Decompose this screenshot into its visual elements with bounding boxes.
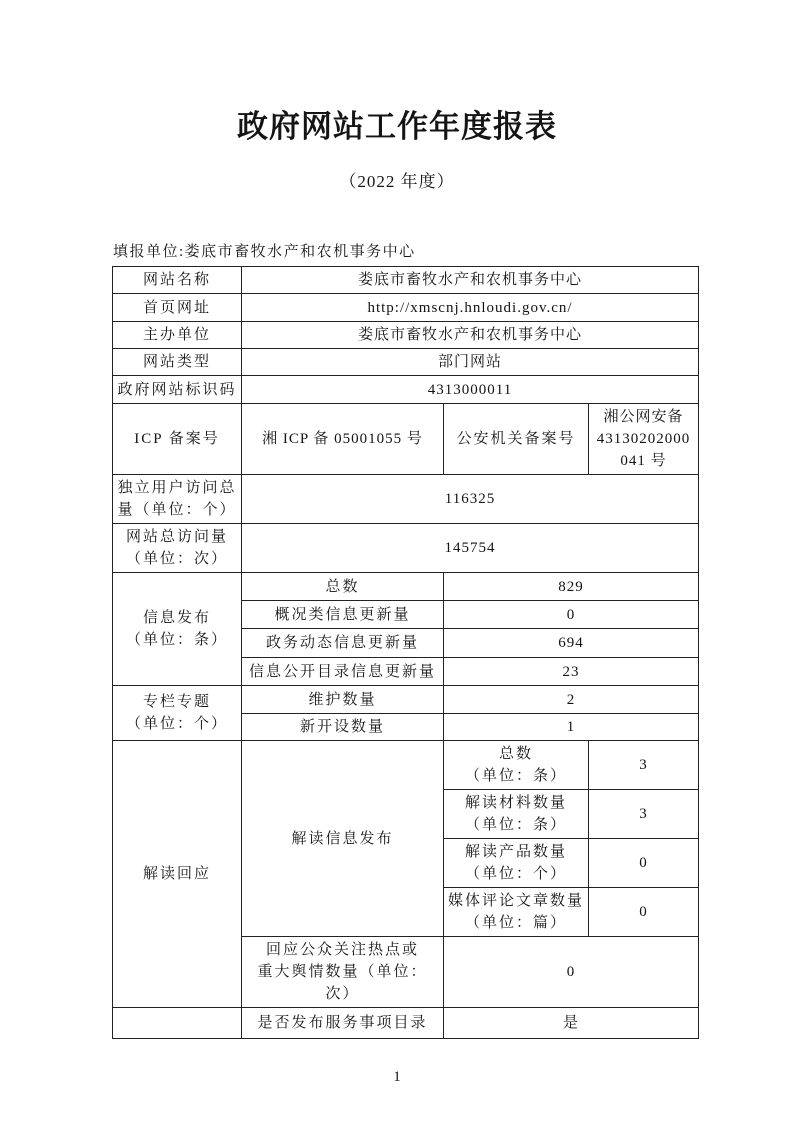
maintained-count-value: 2 <box>444 686 699 714</box>
total-visits-label-line: （单位：次） <box>125 551 228 567</box>
newly-opened-count-label: 新开设数量 <box>242 714 444 741</box>
security-filing-label: 公安机关备案号 <box>444 404 589 475</box>
interpret-total-label-line: （单位：条） <box>464 768 567 784</box>
table-row <box>113 1008 699 1039</box>
interpret-publish-label: 解读信息发布 <box>242 741 444 937</box>
overview-update-label: 概况类信息更新量 <box>242 601 444 629</box>
interpret-product-label-line: （单位：个） <box>464 866 567 882</box>
empty-label-cell <box>113 1008 242 1039</box>
public-response-label-line: 次） <box>325 986 360 1002</box>
site-type-value: 部门网站 <box>242 349 699 376</box>
site-name-value: 娄底市畜牧水产和农机事务中心 <box>242 267 699 294</box>
interpret-material-value: 3 <box>589 790 699 839</box>
media-comment-label <box>444 888 589 937</box>
table-row <box>113 294 699 322</box>
reporting-unit-line: 填报单位:娄底市畜牧水产和农机事务中心 <box>113 244 416 260</box>
special-column-label-line: 专栏专题 <box>142 694 211 710</box>
total-visits-label <box>113 524 242 573</box>
info-publish-label-line: 信息发布 <box>142 610 211 626</box>
site-name-label: 网站名称 <box>113 267 242 294</box>
interpret-material-label-line: （单位：条） <box>464 817 567 833</box>
total-visits-value: 145754 <box>242 524 699 573</box>
unique-visitors-label-line: 独立用户访问总 <box>117 480 237 496</box>
public-response-label <box>242 937 444 1008</box>
info-publish-label-line: （单位：条） <box>125 632 228 648</box>
special-column-section-label <box>113 686 242 741</box>
page-number: 1 <box>393 1069 401 1085</box>
unique-visitors-value: 116325 <box>242 475 699 524</box>
gov-news-update-value: 694 <box>444 629 699 658</box>
interpret-total-label <box>444 741 589 790</box>
site-id-label: 政府网站标识码 <box>113 376 242 404</box>
table-row <box>113 475 699 524</box>
security-filing-value <box>589 404 699 475</box>
site-id-value: 4313000011 <box>242 376 699 404</box>
document-subtitle: （2022 年度） <box>339 172 455 191</box>
media-comment-label-line: （单位：篇） <box>464 915 567 931</box>
icp-value: 湘 ICP 备 05001055 号 <box>242 404 444 475</box>
interpret-product-value: 0 <box>589 839 699 888</box>
site-type-label: 网站类型 <box>113 349 242 376</box>
info-publish-section-label <box>113 573 242 686</box>
maintained-count-label: 维护数量 <box>242 686 444 714</box>
sponsor-unit-label: 主办单位 <box>113 322 242 349</box>
info-total-label: 总数 <box>242 573 444 601</box>
service-directory-value: 是 <box>444 1008 699 1039</box>
homepage-url-value: http://xmscnj.hnloudi.gov.cn/ <box>242 294 699 322</box>
report-table <box>112 266 699 1039</box>
document-title: 政府网站工作年度报表 <box>237 109 557 144</box>
security-filing-line: 041 号 <box>620 453 667 469</box>
interpret-total-value: 3 <box>589 741 699 790</box>
icp-label: ICP 备案号 <box>113 404 242 475</box>
info-total-value: 829 <box>444 573 699 601</box>
table-row <box>113 573 699 601</box>
interpret-material-label <box>444 790 589 839</box>
service-directory-label: 是否发布服务事项目录 <box>242 1008 444 1039</box>
newly-opened-count-value: 1 <box>444 714 699 741</box>
gov-news-update-label: 政务动态信息更新量 <box>242 629 444 658</box>
interpret-material-label-line: 解读材料数量 <box>464 795 567 811</box>
table-row <box>113 349 699 376</box>
open-directory-update-label: 信息公开目录信息更新量 <box>242 658 444 686</box>
security-filing-line: 43130202000 <box>596 431 691 447</box>
table-row <box>113 267 699 294</box>
public-response-label-line: 回应公众关注热点或 <box>265 942 419 958</box>
table-row <box>113 741 699 790</box>
special-column-label-line: （单位：个） <box>125 716 228 732</box>
unique-visitors-label-line: 量（单位：个） <box>117 502 237 518</box>
interpret-total-label-line: 总数 <box>498 746 533 762</box>
table-row <box>113 686 699 714</box>
media-comment-value: 0 <box>589 888 699 937</box>
interpret-product-label-line: 解读产品数量 <box>464 844 567 860</box>
overview-update-value: 0 <box>444 601 699 629</box>
public-response-label-line: 重大舆情数量（单位： <box>257 964 428 980</box>
interpret-product-label <box>444 839 589 888</box>
interpret-response-section-label: 解读回应 <box>113 741 242 1008</box>
media-comment-label-line: 媒体评论文章数量 <box>448 893 585 909</box>
sponsor-unit-value: 娄底市畜牧水产和农机事务中心 <box>242 322 699 349</box>
table-row <box>113 524 699 573</box>
table-row <box>113 376 699 404</box>
homepage-url-label: 首页网址 <box>113 294 242 322</box>
unique-visitors-label <box>113 475 242 524</box>
table-row <box>113 404 699 475</box>
table-row <box>113 322 699 349</box>
open-directory-update-value: 23 <box>444 658 699 686</box>
security-filing-line: 湘公网安备 <box>603 409 684 425</box>
public-response-value: 0 <box>444 937 699 1008</box>
total-visits-label-line: 网站总访问量 <box>125 529 228 545</box>
